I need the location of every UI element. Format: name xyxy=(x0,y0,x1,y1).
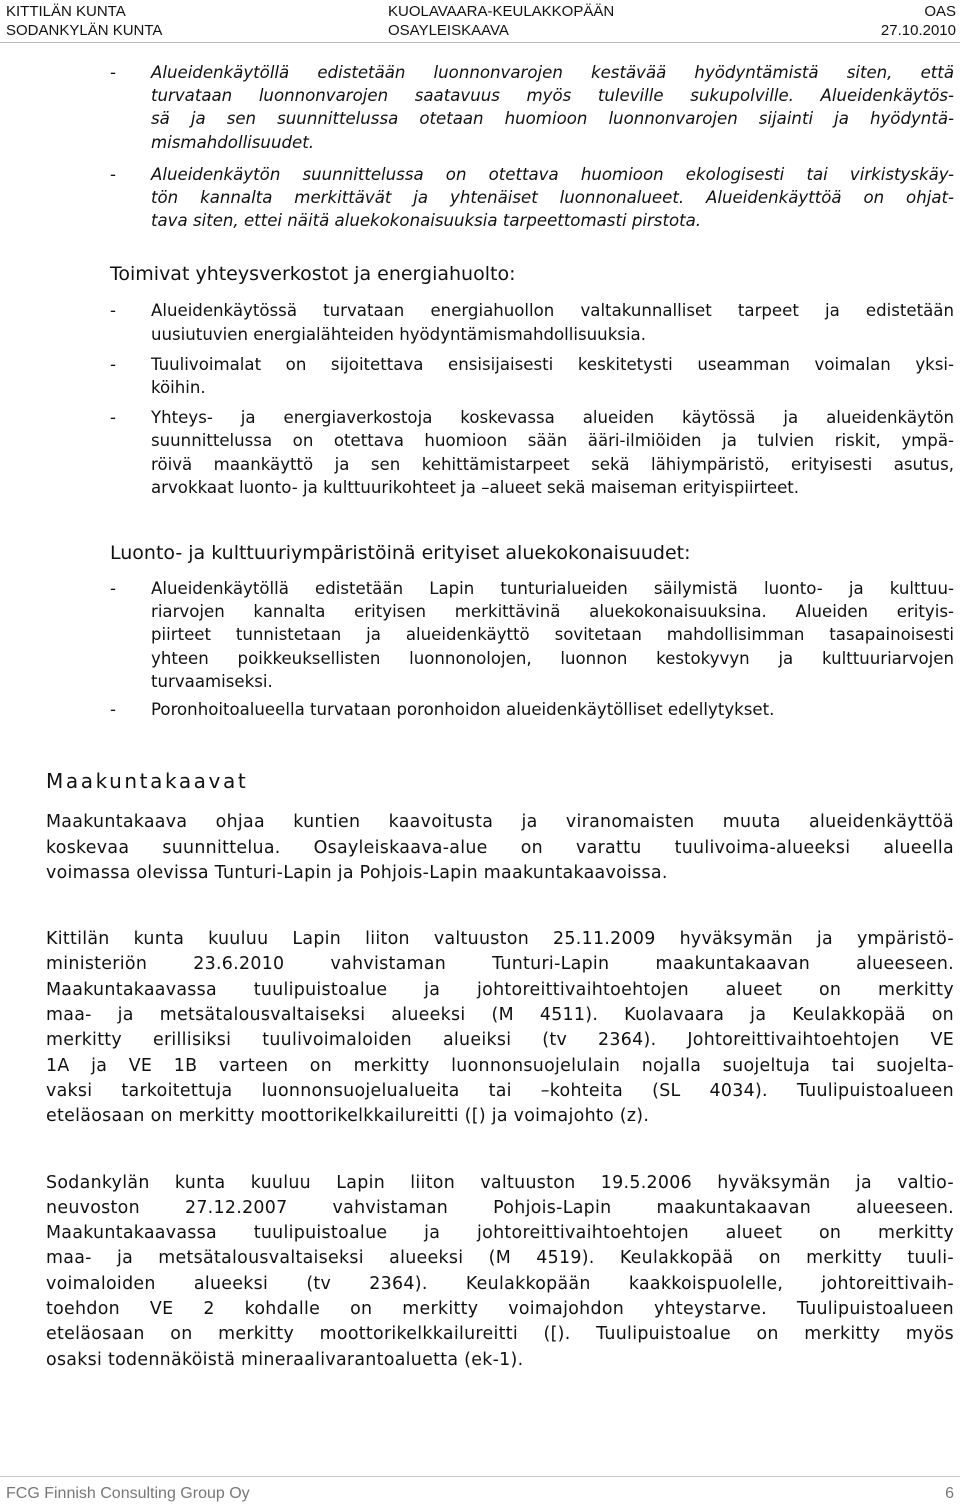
list-item xyxy=(0,61,960,154)
text-line: Kittilän kunta kuuluu Lapin liiton valtuuston 25.11.2009 hyväksymän ja ympäristö- xyxy=(46,929,954,950)
text-line: riarvojen kannalta erityisen merkittävinä aluekokonaisuuksina. Alueiden erityis- xyxy=(151,602,954,622)
page-number: 6 xyxy=(945,1485,954,1502)
text-line: suunnittelussa on otettava huomioon sään ääri-ilmiöiden ja tulvien riskit, ympä- xyxy=(151,431,954,451)
text-line: vaksi tarkoitettuja luonnonsuojelualueita tai –kohteita (SL 4034). Tuulipuistoalueen xyxy=(46,1080,954,1101)
text-line: Maakuntakaavassa tuulipuistoalue ja johtoreittivaihtoehtojen alueet on merkitty xyxy=(46,979,954,1000)
section-heading: Luonto- ja kulttuuriympäristöinä erityiset aluekokonaisuudet: xyxy=(110,542,691,565)
text-line: röivä maankäyttö ja sen kehittämistarpeet sekä lähiympäristö, erityisesti asutus, xyxy=(151,454,954,474)
paragraph xyxy=(46,927,954,1129)
header-doc-type: OAS xyxy=(924,3,956,20)
text-line: Sodankylän kunta kuuluu Lapin liiton valtuuston 19.5.2006 hyväksymän ja valtio- xyxy=(46,1172,954,1193)
paragraph xyxy=(46,810,954,886)
page-content xyxy=(0,55,960,1373)
energy-bullet-list xyxy=(0,299,960,499)
nature-bullet-list xyxy=(0,577,960,721)
text-line: toehdon VE 2 kohdalle on merkitty voimajohdon yhteystarve. Tuulipuistoalueen xyxy=(46,1299,954,1320)
text-line: maa- ja metsätalousvaltaiseksi alueeksi (M 4511). Kuolavaara ja Keulakkopää on xyxy=(46,1005,954,1026)
text-line: uusiutuvien energialähteiden hyödyntämismahdollisuuksia. xyxy=(151,324,647,344)
text-line: 1A ja VE 1B varteen on merkitty luonnonsuojelulain nojalla suojeltuja tai suojelta- xyxy=(46,1055,954,1076)
list-item xyxy=(0,577,960,693)
header-date: 27.10.2010 xyxy=(880,22,956,39)
list-item xyxy=(0,163,960,233)
text-line: Alueidenkäytön suunnittelussa on otettava huomioon ekologisesti tai virkistyskäy- xyxy=(151,164,954,184)
text-line: turvaamiseksi. xyxy=(151,671,273,691)
bullet-dash: - xyxy=(110,579,116,599)
header-left-line: SODANKYLÄN KUNTA xyxy=(6,22,163,39)
bullet-dash: - xyxy=(110,164,116,184)
text-line: eteläosaan on merkitty moottorikelkkailureitti ([). Tuulipuistoalue on merkitty myös xyxy=(46,1324,954,1345)
header-plan-title xyxy=(388,2,614,40)
list-item xyxy=(0,353,960,399)
page-header xyxy=(0,0,960,43)
text-line: Poronhoitoalueella turvataan poronhoidon alueidenkäytölliset edellytykset. xyxy=(151,700,775,720)
section-heading: Toimivat yhteysverkostot ja energiahuolto: xyxy=(110,263,516,286)
bullet-dash: - xyxy=(110,700,116,720)
text-line: Yhteys- ja energiaverkostoja koskevassa alueiden käytössä ja alueidenkäytön xyxy=(151,408,954,428)
text-line: neuvoston 27.12.2007 vahvistaman Pohjois-Lapin maakuntakaavan alueeseen. xyxy=(46,1197,954,1218)
text-line: voimaloiden alueeksi (tv 2364). Keulakkopään kaakkoispuolelle, johtoreittivaih- xyxy=(46,1273,954,1294)
text-line: voimassa olevissa Tunturi-Lapin ja Pohjois-Lapin maakuntakaavoissa. xyxy=(46,862,668,883)
text-line: yhteen poikkeuksellisten luonnonolojen, luonnon kestokyvyn ja kulttuuriarvojen xyxy=(151,648,954,668)
text-line: eteläosaan on merkitty moottorikelkkailureitti ([) ja voimajohto (z). xyxy=(46,1106,650,1127)
text-line: turvataan luonnonvarojen saatavuus myös tuleville sukupolville. Alueidenkäytös- xyxy=(151,86,954,106)
footer-company: FCG Finnish Consulting Group Oy xyxy=(6,1485,250,1502)
header-center-line: KUOLAVAARA-KEULAKKOPÄÄN xyxy=(388,3,615,20)
text-line: tön kannalta merkittävät ja yhtenäiset luonnonalueet. Alueidenkäyttöä on ohjat- xyxy=(151,188,954,208)
text-line: merkitty erillisiksi tuulivoimaloiden alueiksi (tv 2364). Johtoreittivaihtoehtojen VE xyxy=(46,1030,954,1051)
text-line: arvokkaat luonto- ja kulttuurikohteet ja –alueet sekä maiseman erityispiirteet. xyxy=(151,477,800,497)
paragraph xyxy=(46,1171,954,1373)
text-line: sä ja sen suunnittelussa otetaan huomioon luonnonvarojen sijainti ja hyödyntä- xyxy=(151,109,954,129)
text-line: maa- ja metsätalousvaltaiseksi alueeksi (M 4519). Keulakkopää on merkitty tuuli- xyxy=(46,1248,954,1269)
text-line: tava siten, ettei näitä aluekokonaisuuksia tarpeettomasti pirstota. xyxy=(151,211,702,231)
text-line: Tuulivoimalat on sijoitettava ensisijaisesti keskitetysti useamman voimalan yksi- xyxy=(151,354,954,374)
bullet-dash: - xyxy=(110,63,116,82)
header-doc-info xyxy=(881,2,956,40)
header-left-line: KITTILÄN KUNTA xyxy=(6,3,126,20)
header-municipalities xyxy=(6,2,162,40)
text-line: Maakuntakaava ohjaa kuntien kaavoitusta ja viranomaisten muuta alueidenkäyttöä xyxy=(46,812,954,833)
bullet-dash: - xyxy=(110,354,116,374)
bullet-dash: - xyxy=(110,408,116,428)
header-center-line: OSAYLEISKAAVA xyxy=(388,22,509,39)
bullet-dash: - xyxy=(110,301,116,321)
text-line: köihin. xyxy=(151,378,206,398)
top-bullet-list xyxy=(0,61,960,232)
list-item xyxy=(0,406,960,499)
text-line: piirteet tunnistetaan ja alueidenkäyttö sovitetaan mahdollisimman tasapainoisesti xyxy=(151,625,954,645)
text-line: Alueidenkäytöllä edistetään Lapin tunturialueiden säilymistä luonto- ja kulttuu- xyxy=(151,579,954,599)
list-item xyxy=(0,299,960,345)
maakuntakaavat-heading: Maakuntakaavat xyxy=(46,769,249,794)
text-line: Alueidenkäytöllä edistetään luonnonvarojen kestävää hyödyntämistä siten, että xyxy=(151,63,954,82)
text-line: osaksi todennäköistä mineraalivarantoaluetta (ek-1). xyxy=(46,1349,524,1370)
text-line: Alueidenkäytössä turvataan energiahuollon valtakunnalliset tarpeet ja edistetään xyxy=(151,301,954,321)
text-line: ministeriön 23.6.2010 vahvistaman Tunturi-Lapin maakuntakaavan alueeseen. xyxy=(46,954,954,975)
text-line: koskevaa suunnittelua. Osayleiskaava-alue on varattu tuulivoima-alueeksi alueella xyxy=(46,837,954,858)
text-line: mismahdollisuudet. xyxy=(151,132,314,152)
page-footer xyxy=(0,1476,960,1506)
text-line: Maakuntakaavassa tuulipuistoalue ja johtoreittivaihtoehtojen alueet on merkitty xyxy=(46,1223,954,1244)
list-item xyxy=(0,698,960,721)
